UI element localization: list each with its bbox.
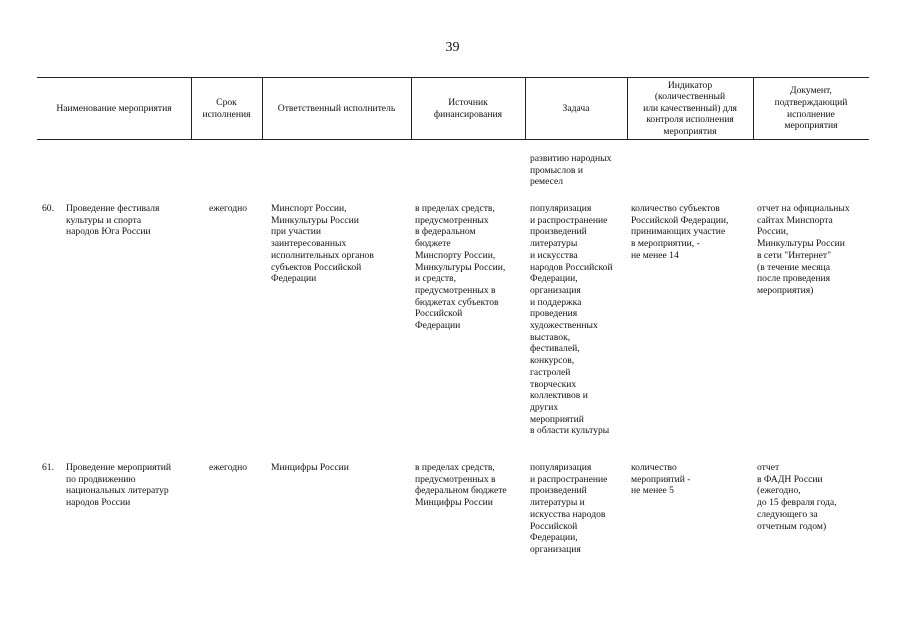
- event-name-cell: Проведение мероприятий по продвижению национальных литератур народов России: [66, 462, 172, 509]
- indicator-cell: количество мероприятий - не менее 5: [631, 462, 691, 497]
- header-executor: Ответственный исполнитель: [277, 102, 396, 114]
- executor-cell: Минцифры России: [271, 462, 349, 473]
- header-document: Документ, подтверждающий исполнение мероприятия: [774, 85, 848, 132]
- document-cell: отчет в ФАДН России (ежегодно, до 15 февраля года, следующего за отчетным годом): [757, 462, 837, 532]
- row-number: 61.: [42, 462, 54, 473]
- funding-cell: в пределах средств, предусмотренных в федеральном бюджете Минцифры России: [415, 462, 507, 509]
- funding-cell: в пределах средств, предусмотренных в федеральном бюджете Минспорту России, Минкультуры России, и средств, предусмотренных в бюджетах субъектов Российской Федерации: [415, 203, 506, 332]
- term-cell: ежегодно: [209, 203, 248, 214]
- page-number: 39: [445, 40, 460, 55]
- document-cell: отчет на официальных сайтах Минспорта России, Минкультуры России в сети "Интернет" (в течение месяца после проведения мероприятия): [757, 203, 850, 296]
- header-task: Задача: [562, 102, 590, 114]
- header-name: Наименование мероприятия: [56, 102, 172, 114]
- row-number: 60.: [42, 203, 54, 214]
- continuation-task-cell: развитию народных промыслов и ремесел: [530, 153, 612, 188]
- header-indicator: Индикатор (количественный или качественный) для контроля исполнения мероприятия: [643, 79, 737, 137]
- table-header-bottom-border: [37, 139, 869, 140]
- executor-cell: Минспорт России, Минкультуры России при участии заинтересованных исполнительных органов субъектов Российской Федерации: [271, 203, 374, 285]
- task-cell: популяризация и распространение произведений литературы и искусства народов Российской Федерации, организация и поддержка проведения художественных выставок, фестивалей, конкурсов, гастролей творческих коллективов и других мероприятий в области культуры: [530, 203, 613, 437]
- event-name-cell: Проведение фестиваля культуры и спорта народов Юга России: [66, 203, 160, 238]
- term-cell: ежегодно: [209, 462, 248, 473]
- header-funding: Источник финансирования: [433, 96, 503, 120]
- indicator-cell: количество субъектов Российской Федерации, принимающих участие в мероприятии, - не менее 14: [631, 203, 729, 261]
- task-cell: популяризация и распространение произведений литературы и искусства народов Российской Федерации, организация: [530, 462, 608, 555]
- header-term: Срок исполнения: [202, 96, 251, 120]
